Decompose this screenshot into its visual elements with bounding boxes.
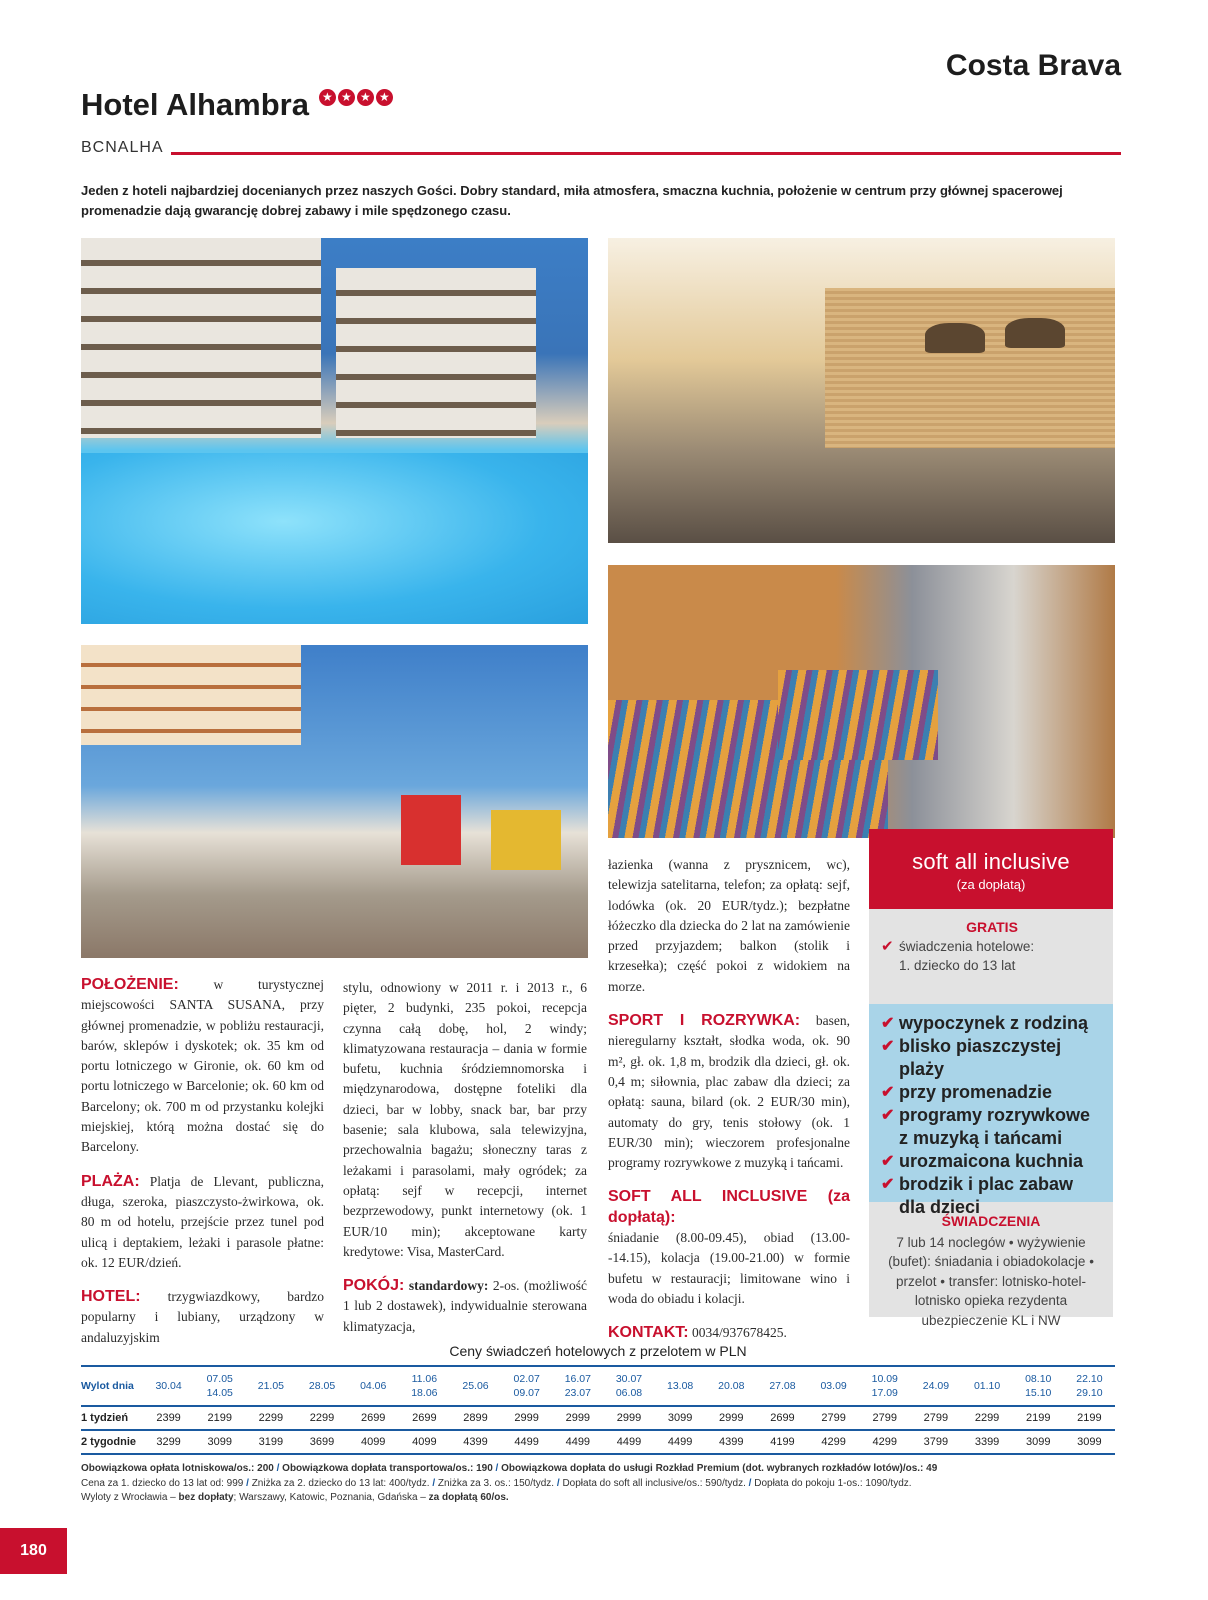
section-plaza (81, 1172, 324, 1273)
price-cell: 2899 (463, 1412, 488, 1424)
footnote-item: Zniżka za 3. os.: 150/tydz. (437, 1477, 555, 1489)
star-icon (338, 89, 355, 106)
title-block (81, 45, 1121, 165)
title-divider (171, 152, 1121, 155)
date-cell: 02.07 09.07 (513, 1373, 540, 1399)
photo-pool (81, 238, 588, 624)
price-cell: 3099 (207, 1436, 232, 1448)
section-body: basen, nieregularny kształt, słodka woda, ok. 90 m², gł. ok. 1,8 m, brodzik dla dzieci, gł. ok. 0,4 m; siłownia, plac zabaw dla dzieci; za opłatą: sauna, bilard (ok. 2 EUR/30 min), automaty do gry, tenis stołowy (ok. 1 EUR/30 min); wieczorem profesjonalne programy rozrywkowe z muzyką i tańcami. (608, 1013, 851, 1171)
star-icon (357, 89, 374, 106)
date-cell: 28.05 (308, 1380, 336, 1392)
date-cell: 22.10 29.10 (1076, 1373, 1103, 1399)
price-cell: 2199 (1025, 1412, 1051, 1424)
photo-playground (81, 645, 588, 958)
price-cell: 3699 (309, 1436, 335, 1448)
price-cell: 4399 (463, 1436, 488, 1448)
section-soft (608, 1187, 850, 1309)
price-cell: 3199 (258, 1436, 284, 1448)
date-cell: 01.10 (973, 1380, 1001, 1392)
section-head: KONTAKT: (608, 1324, 689, 1342)
price-row (81, 1407, 1115, 1429)
date-cell: 16.07 23.07 (564, 1373, 591, 1399)
section-bold: standardowy: (408, 1278, 489, 1294)
date-cell: 21.05 (257, 1380, 285, 1392)
footnote-line: Obowiązkowa opłata lotniskowa/os.: 200 / Obowiązkowa dopłata transportowa/os.: 190 / Obowiązkowa dopłata do usługi Rozkład Premium (dot. wybranych rozkładów lotów)/os.: 49 (81, 1463, 938, 1474)
footnote-item: Obowiązkowa dopłata do usługi Rozkład Premium (dot. wybranych rozkładów lotów)/os.: 49 (501, 1463, 938, 1474)
footnote-item: Dopłata do pokoju 1-os.: 1090/tydz. (754, 1477, 912, 1489)
price-cell: 3799 (923, 1436, 949, 1448)
row-separator (81, 1453, 1115, 1455)
date-cell: 27.08 (769, 1380, 796, 1392)
section-body: 2-os. (możliwość 1 lub 2 dostawek), indywidualnie sterowana klimatyzacja, (343, 1278, 588, 1334)
swiadczenia-head: ŚWIADCZENIA (941, 1213, 1041, 1229)
footnote-item: Dopłata do soft all inclusive/os.: 590/tydz. (562, 1477, 746, 1489)
section-sport (608, 1011, 850, 1173)
price-cell: 4499 (667, 1436, 693, 1448)
date-cell: 25.06 (462, 1380, 489, 1392)
row-label: 1 tydzień (81, 1412, 129, 1424)
price-cell: 4099 (412, 1436, 437, 1448)
gratis-item-line: 1. dziecko do 13 lat (899, 958, 1016, 973)
date-cell: 24.09 (922, 1380, 950, 1392)
feature-item: ✔ blisko piaszczystej plaży (881, 1035, 1103, 1081)
price-cell: 2199 (1077, 1412, 1102, 1424)
price-cell: 2399 (156, 1412, 181, 1424)
hotel-code: BCNALHA (81, 139, 164, 156)
price-cell: 2699 (360, 1412, 386, 1424)
gratis-item (881, 937, 1103, 975)
footnotes (81, 1462, 1121, 1506)
price-cell: 4299 (872, 1436, 897, 1448)
price-cell: 2999 (514, 1412, 539, 1424)
feature-item: ✔ wypoczynek z rodziną (881, 1012, 1103, 1035)
text-column-1 (81, 975, 324, 1362)
footnote-item: Obowiązkowa dopłata transportowa/os.: 190 (282, 1463, 493, 1474)
price-cell: 2299 (974, 1412, 1000, 1424)
features-box (869, 1004, 1113, 1217)
gratis-item-line: ✔ świadczenia hotelowe: (899, 939, 1035, 954)
date-cell: 10.09 17.09 (871, 1373, 898, 1399)
section-head: HOTEL: (81, 1288, 141, 1306)
hotel-name: Hotel Alhambra (81, 87, 309, 122)
section-hotel (81, 1287, 324, 1348)
section-pokoj-cont: łazienka (wanna z prysznicem, wc), telewizja satelitarna, telefon; za opłatą: sejf, lodówka (ok. 20 EUR/tydz.); bezpłatne łóżeczko dla dziecka do 2 lat na zamówienie przed przyjazdem; balkon (stolik i krzesełka); część pokoi z widokiem na morze. (608, 857, 850, 994)
price-table-title: Ceny świadczeń hotelowych z przelotem w PLN (449, 1343, 747, 1359)
price-cell: 3099 (1077, 1436, 1102, 1448)
star-icon (376, 89, 393, 106)
section-head: POKÓJ: (343, 1277, 405, 1295)
section-kontakt (608, 1323, 850, 1343)
date-cell: 03.09 (820, 1380, 847, 1392)
gratis-box (869, 909, 1113, 1004)
price-cell: 2299 (309, 1412, 335, 1424)
price-cell: 3099 (1025, 1436, 1051, 1448)
price-cell: 4499 (565, 1436, 591, 1448)
price-cell: 4199 (770, 1436, 795, 1448)
sidebar (869, 829, 1113, 1328)
price-cell: 4299 (821, 1436, 846, 1448)
section-hotel-cont: stylu, odnowiony w 2011 r. i 2013 r., 6 pięter, 2 budynki, 235 pokoi, recepcja czynna całą dobę, hol, 2 windy; klimatyzowana restauracja – dania w formie bufetu, kuchnia śródziemnomorska i międzynarodowa, dostępne foteliki dla dzieci, bar w lobby, snack bar, bar przy basenie; sala klubowa, sala telewizyjna, przechowalnia bagażu; słoneczny taras z leżakami i parasolami, mały ogródek; za opłatą: sejf w recepcji, internet bezprzewodowy, punkt internetowy (ok. 1 EUR/10 min); akceptowane karty kredytowe: Visa, MasterCard. (343, 980, 587, 1259)
price-grid (81, 1367, 1115, 1455)
section-body: trzygwiazdkowy, bardzo popularny i lubiany, urządzony w andaluzyjskim (81, 1289, 324, 1345)
sai-subtitle: (za dopłatą) (956, 877, 1026, 892)
date-cell: 13.08 (667, 1380, 694, 1392)
section-body: 0034/937678425. (691, 1325, 787, 1341)
row-label: Wylot dnia (81, 1380, 134, 1392)
page-number: 180 (0, 1528, 67, 1574)
feature-item: ✔ brodzik i plac zabaw dla dzieci (881, 1173, 1103, 1219)
photo-restaurant (608, 238, 1115, 543)
swiadczenia-box (869, 1202, 1113, 1328)
price-cell: 4399 (719, 1436, 744, 1448)
price-cell: 2799 (821, 1412, 846, 1424)
section-body: Platja de Llevant, publiczna, długa, szeroka, piaszczysto-żwirkowa, ok. 80 m od hotelu, przejście przez tunel pod ulicą i deptakiem, leżaki i parasole płatne: ok. 12 EUR/dzień. (81, 1173, 325, 1270)
text-column-3 (608, 855, 850, 1358)
section-polozenie (81, 975, 324, 1158)
gratis-head: GRATIS (966, 919, 1018, 935)
section-pokoj (343, 1276, 587, 1337)
price-cell: 2999 (616, 1412, 642, 1424)
footnote-item: Obowiązkowa opłata lotniskowa/os.: 200 (81, 1463, 274, 1474)
region-name: Costa Brava (945, 49, 1121, 82)
price-cell: 2299 (258, 1412, 284, 1424)
sai-title: soft all inclusive (912, 849, 1070, 874)
price-row (81, 1431, 1115, 1453)
price-cell: 3099 (667, 1412, 693, 1424)
price-cell: 4099 (360, 1436, 386, 1448)
swiadczenia-text: 7 lub 14 noclegów • wyżywienie (bufet): śniadania i obiadokolacje • przelot • transfer: lotnisko-hotel-lotnisko opieka rezydenta ubezpieczenie KL i NW (888, 1234, 1094, 1328)
feature-item: ✔ przy promenadzie (881, 1081, 1103, 1104)
price-cell: 2699 (770, 1412, 795, 1424)
soft-all-inclusive-box (869, 829, 1113, 909)
footnote-line: Cena za 1. dziecko do 13 lat od: 999 / Zniżka za 2. dziecko do 13 lat: 400/tydz. / Zniżka za 3. os.: 150/tydz. / Dopłata do soft all inclusive/os.: 590/tydz. / Dopłata do pokoju 1-os.: 1090/tydz. (81, 1477, 912, 1489)
footnote-item: Cena za 1. dziecko do 13 lat od: 999 (81, 1477, 244, 1489)
date-cell: 04.06 (360, 1380, 387, 1392)
price-cell: 4499 (514, 1436, 539, 1448)
date-cell: 07.05 14.05 (206, 1373, 233, 1399)
star-icon (319, 89, 336, 106)
date-cell: 20.08 (718, 1380, 745, 1392)
date-cell: 11.06 18.06 (411, 1373, 438, 1399)
section-head: SOFT ALL INCLUSIVE (za dopłatą): (608, 1188, 850, 1226)
footnote-line: Wyloty z Wrocławia – bez dopłaty; Warszawy, Katowic, Poznania, Gdańska – za dopłatą 60/os. (81, 1492, 509, 1503)
section-head: POŁOŻENIE: (81, 976, 179, 993)
section-body: śniadanie (8.00-09.45), obiad (13.00--14.15), kolacja (19.00-21.00) w formie bufetu w restauracji; limitowane wino i woda do obiadu i kolacji. (608, 1230, 850, 1306)
row-label: 2 tygodnie (81, 1436, 137, 1448)
price-cell: 2799 (872, 1412, 897, 1424)
section-body: w turystycznej miejscowości SANTA SUSANA, przy głównej promenadzie, w pobliżu restauracji, barów, sklepów i dyskotek; ok. 35 km od portu lotniczego w Gironie, ok. 60 km od portu lotniczego w Barcelonie; ok. 60 km od Barcelony; ok. 700 m od przystanku kolejki miejskiej, którą można dostać się do Barcelony. (81, 977, 324, 1155)
date-cell: 30.07 06.08 (615, 1373, 643, 1399)
price-table (81, 1343, 1115, 1455)
price-cell: 2999 (719, 1412, 744, 1424)
text-column-2 (343, 978, 587, 1351)
price-cell: 4499 (616, 1436, 642, 1448)
footnote-item: Zniżka za 2. dziecko do 13 lat: 400/tydz. (251, 1477, 430, 1489)
price-cell: 2199 (207, 1412, 232, 1424)
section-head: PLAŻA: (81, 1172, 140, 1190)
price-cell: 2699 (412, 1412, 437, 1424)
dates-row (81, 1367, 1115, 1405)
date-cell: 30.04 (155, 1380, 182, 1392)
intro-text: Jeden z hoteli najbardziej docenianych przez naszych Gości. Dobry standard, miła atmosfera, smaczna kuchnia, położenie w centrum przy głównej spacerowej promenadzie dają gwarancję dobrej zabawy i mile spędzonego czasu. (81, 183, 1063, 218)
price-cell: 3399 (974, 1436, 1000, 1448)
date-cell: 08.10 15.10 (1025, 1373, 1052, 1399)
price-cell: 3299 (156, 1436, 181, 1448)
feature-item: ✔ programy rozrywkowe z muzyką i tańcami (881, 1104, 1103, 1150)
price-cell: 2799 (923, 1412, 949, 1424)
section-head: SPORT I ROZRYWKA: (608, 1012, 801, 1030)
feature-item: ✔ urozmaicona kuchnia (881, 1150, 1103, 1173)
star-rating (319, 89, 393, 106)
price-cell: 2999 (565, 1412, 591, 1424)
photo-bedroom (608, 565, 1115, 838)
